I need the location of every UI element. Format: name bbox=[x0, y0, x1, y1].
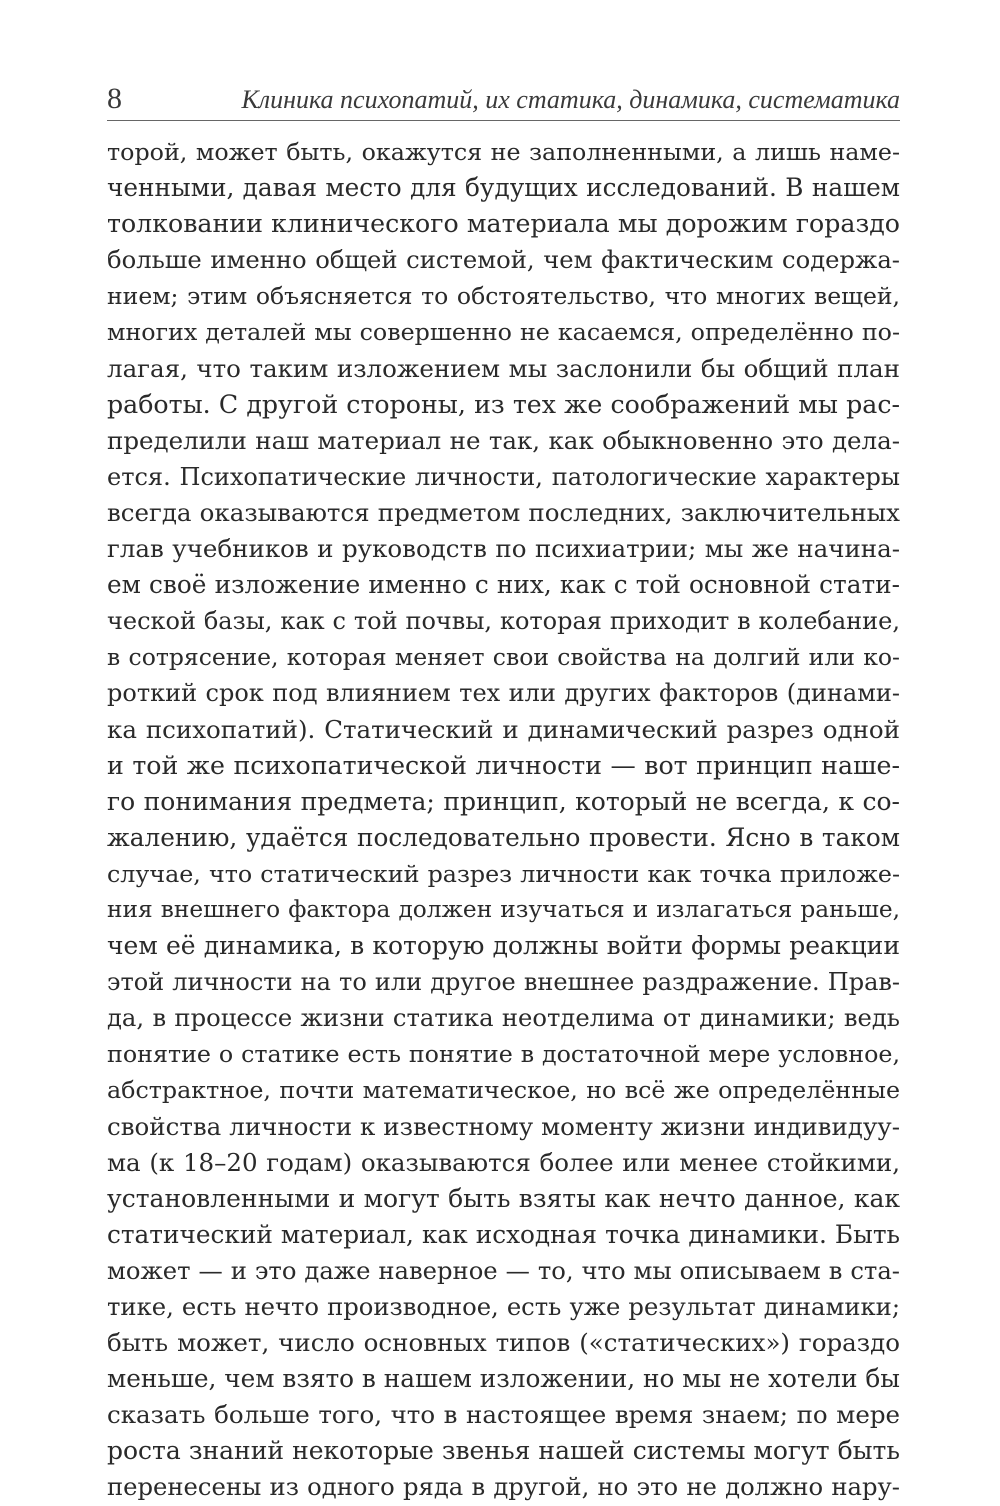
text-line: глав учебников и руководств по психиатрии; мы же начина- bbox=[107, 534, 900, 564]
text-line: ческой базы, как с той почвы, которая приходит в колебание, bbox=[107, 607, 900, 636]
text-line: чем её динамика, в которую должны войти формы реакции bbox=[107, 931, 900, 961]
text-line: ка психопатий). Статический и динамический разрез одной bbox=[107, 714, 900, 744]
text-line: меньше, чем взято в нашем изложении, но мы не хотели бы bbox=[107, 1364, 900, 1394]
text-line: сказать больше того, что в настоящее время знаем; по мере bbox=[107, 1400, 900, 1430]
text-line: быть может, число основных типов («статических») гораздо bbox=[107, 1328, 900, 1358]
text-line: ем своё изложение именно с них, как с той основной стати- bbox=[107, 570, 900, 600]
text-line: пределили наш материал не так, как обыкновенно это дела- bbox=[107, 425, 900, 455]
text-line: ния внешнего фактора должен изучаться и излагаться раньше, bbox=[107, 895, 900, 923]
text-line: ется. Психопатические личности, патологические характеры bbox=[107, 462, 900, 491]
running-header bbox=[107, 78, 900, 118]
text-line: свойства личности к известному моменту жизни индивидуу- bbox=[107, 1111, 900, 1141]
running-title: Клиника психопатий, их статика, динамика, систематика bbox=[241, 85, 900, 114]
text-line: ма (к 18–20 годам) оказываются более или менее стойкими, bbox=[107, 1147, 900, 1177]
text-line: в сотрясение, которая меняет свои свойства на долгий или ко- bbox=[107, 643, 900, 672]
page-number: 8 bbox=[107, 82, 122, 115]
text-line: жалению, удаётся последовательно провести. Ясно в таком bbox=[107, 822, 900, 852]
text-line: торой, может быть, окажутся не заполненными, а лишь наме- bbox=[107, 138, 900, 166]
text-line: этой личности на то или другое внешнее раздражение. Прав- bbox=[107, 968, 900, 997]
text-line: перенесены из одного ряда в другой, но это не должно нару- bbox=[107, 1472, 900, 1502]
text-line: понятие о статике есть понятие в достаточной мере условное, bbox=[107, 1040, 900, 1069]
text-line: всегда оказываются предметом последних, заключительных bbox=[107, 497, 900, 527]
text-line: го понимания предмета; принцип, который не всегда, к со- bbox=[107, 786, 900, 816]
text-line: работы. С другой стороны, из тех же соображений мы рас- bbox=[107, 389, 900, 419]
text-line: и той же психопатической личности — вот принцип наше- bbox=[107, 750, 900, 780]
text-line: абстрактное, почти математическое, но всё же определённые bbox=[107, 1076, 900, 1105]
text-line: ченными, давая место для будущих исследований. В нашем bbox=[107, 173, 900, 203]
text-line: статический материал, как исходная точка динамики. Быть bbox=[107, 1219, 900, 1249]
text-line: роткий срок под влиянием тех или других факторов (динами- bbox=[107, 679, 900, 708]
text-line: установленными и могут быть взяты как нечто данное, как bbox=[107, 1183, 900, 1213]
text-line: да, в процессе жизни статика неотделима от динамики; ведь bbox=[107, 1003, 900, 1033]
text-line: тике, есть нечто производное, есть уже результат динамики; bbox=[107, 1292, 900, 1321]
text-line: лагая, что таким изложением мы заслонили бы общий план bbox=[107, 353, 900, 383]
header-divider bbox=[107, 120, 900, 121]
text-line: роста знаний некоторые звенья нашей системы могут быть bbox=[107, 1436, 900, 1466]
text-line: случае, что статический разрез личности как точка приложе- bbox=[107, 859, 900, 888]
text-line: нием; этим объясняется то обстоятельство, что многих вещей, bbox=[107, 282, 900, 311]
text-line: больше именно общей системой, чем фактическим содержа- bbox=[107, 245, 900, 275]
text-line: толковании клинического материала мы дорожим гораздо bbox=[107, 209, 900, 239]
text-line: многих деталей мы совершенно не касаемся, определённо по- bbox=[107, 318, 900, 347]
text-line: может — и это даже наверное — то, что мы описываем в ста- bbox=[107, 1255, 900, 1285]
body-text bbox=[107, 134, 900, 1506]
